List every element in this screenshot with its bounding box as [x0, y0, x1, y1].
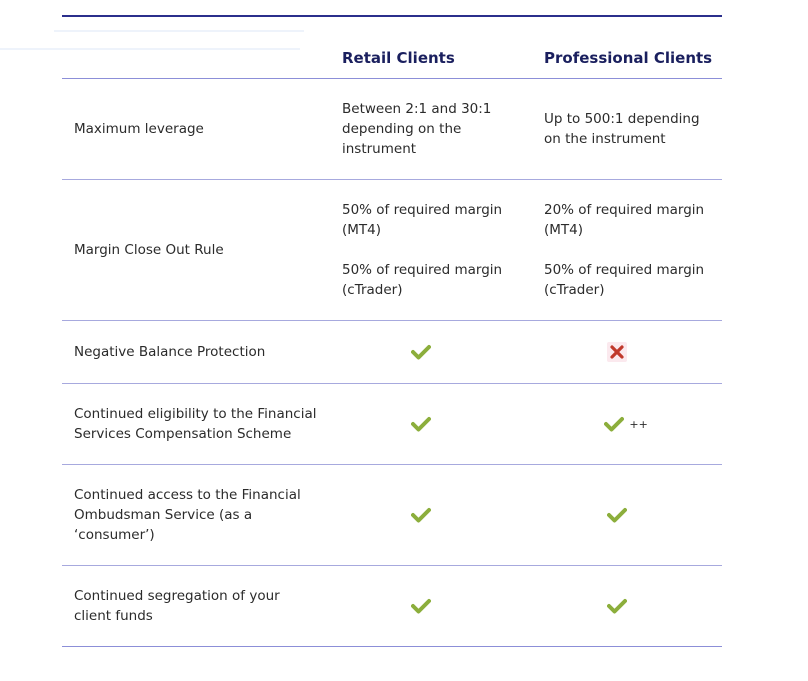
table-row: [62, 384, 722, 465]
professional-max-leverage-text: Up to 500:1 depending on the instrument: [544, 111, 700, 147]
retail-column-header: Retail Clients: [330, 38, 532, 79]
professional-margin-close-out: [532, 180, 722, 321]
check-icon: [411, 416, 431, 432]
professional-max-leverage: [532, 79, 722, 180]
table-row: [62, 465, 722, 566]
professional-margin-ctrader-text: 50% of required margin (cTrader): [544, 262, 705, 298]
row-label-margin-close-out: Margin Close Out Rule: [62, 180, 330, 321]
check-icon: [607, 507, 627, 523]
retail-max-leverage-text: Between 2:1 and 30:1 depending on the instrument: [342, 101, 492, 157]
check-icon: [607, 598, 627, 614]
professional-margin-mt4-text: 20% of required margin (MT4): [544, 202, 705, 238]
retail-negative-balance: [330, 321, 532, 384]
row-label-max-leverage: Maximum leverage: [62, 79, 330, 180]
professional-ombudsman: [532, 465, 722, 566]
professional-column-header: Professional Clients: [532, 38, 722, 79]
check-icon: [411, 507, 431, 523]
row-label-fscs: Continued eligibility to the Financial Services Compensation Scheme: [62, 384, 330, 465]
professional-negative-balance: [532, 321, 722, 384]
professional-fscs: [532, 384, 722, 465]
feature-column-header: [62, 38, 330, 79]
table-row: [62, 566, 722, 647]
professional-segregation: [532, 566, 722, 647]
cross-icon: [607, 342, 627, 362]
check-icon: [411, 344, 431, 360]
row-label-ombudsman: Continued access to the Financial Ombudsman Service (as a ‘consumer’): [62, 465, 330, 566]
retail-ombudsman: [330, 465, 532, 566]
row-label-segregation: Continued segregation of your client funds: [62, 566, 330, 647]
check-icon: [411, 598, 431, 614]
table-row: [62, 79, 722, 180]
comparison-table: [62, 38, 722, 647]
check-icon: [604, 416, 624, 432]
retail-max-leverage: [330, 79, 532, 180]
retail-margin-mt4-text: 50% of required margin (MT4): [342, 202, 503, 238]
faint-background-line: [54, 30, 304, 32]
footnote-marker: ++: [629, 417, 648, 431]
table-row: [62, 180, 722, 321]
row-label-negative-balance: Negative Balance Protection: [62, 321, 330, 384]
retail-fscs: [330, 384, 532, 465]
retail-margin-ctrader-text: 50% of required margin (cTrader): [342, 262, 503, 298]
top-rule: [62, 15, 722, 17]
table-row: [62, 321, 722, 384]
table-header-row: [62, 38, 722, 79]
retail-segregation: [330, 566, 532, 647]
retail-margin-close-out: [330, 180, 532, 321]
